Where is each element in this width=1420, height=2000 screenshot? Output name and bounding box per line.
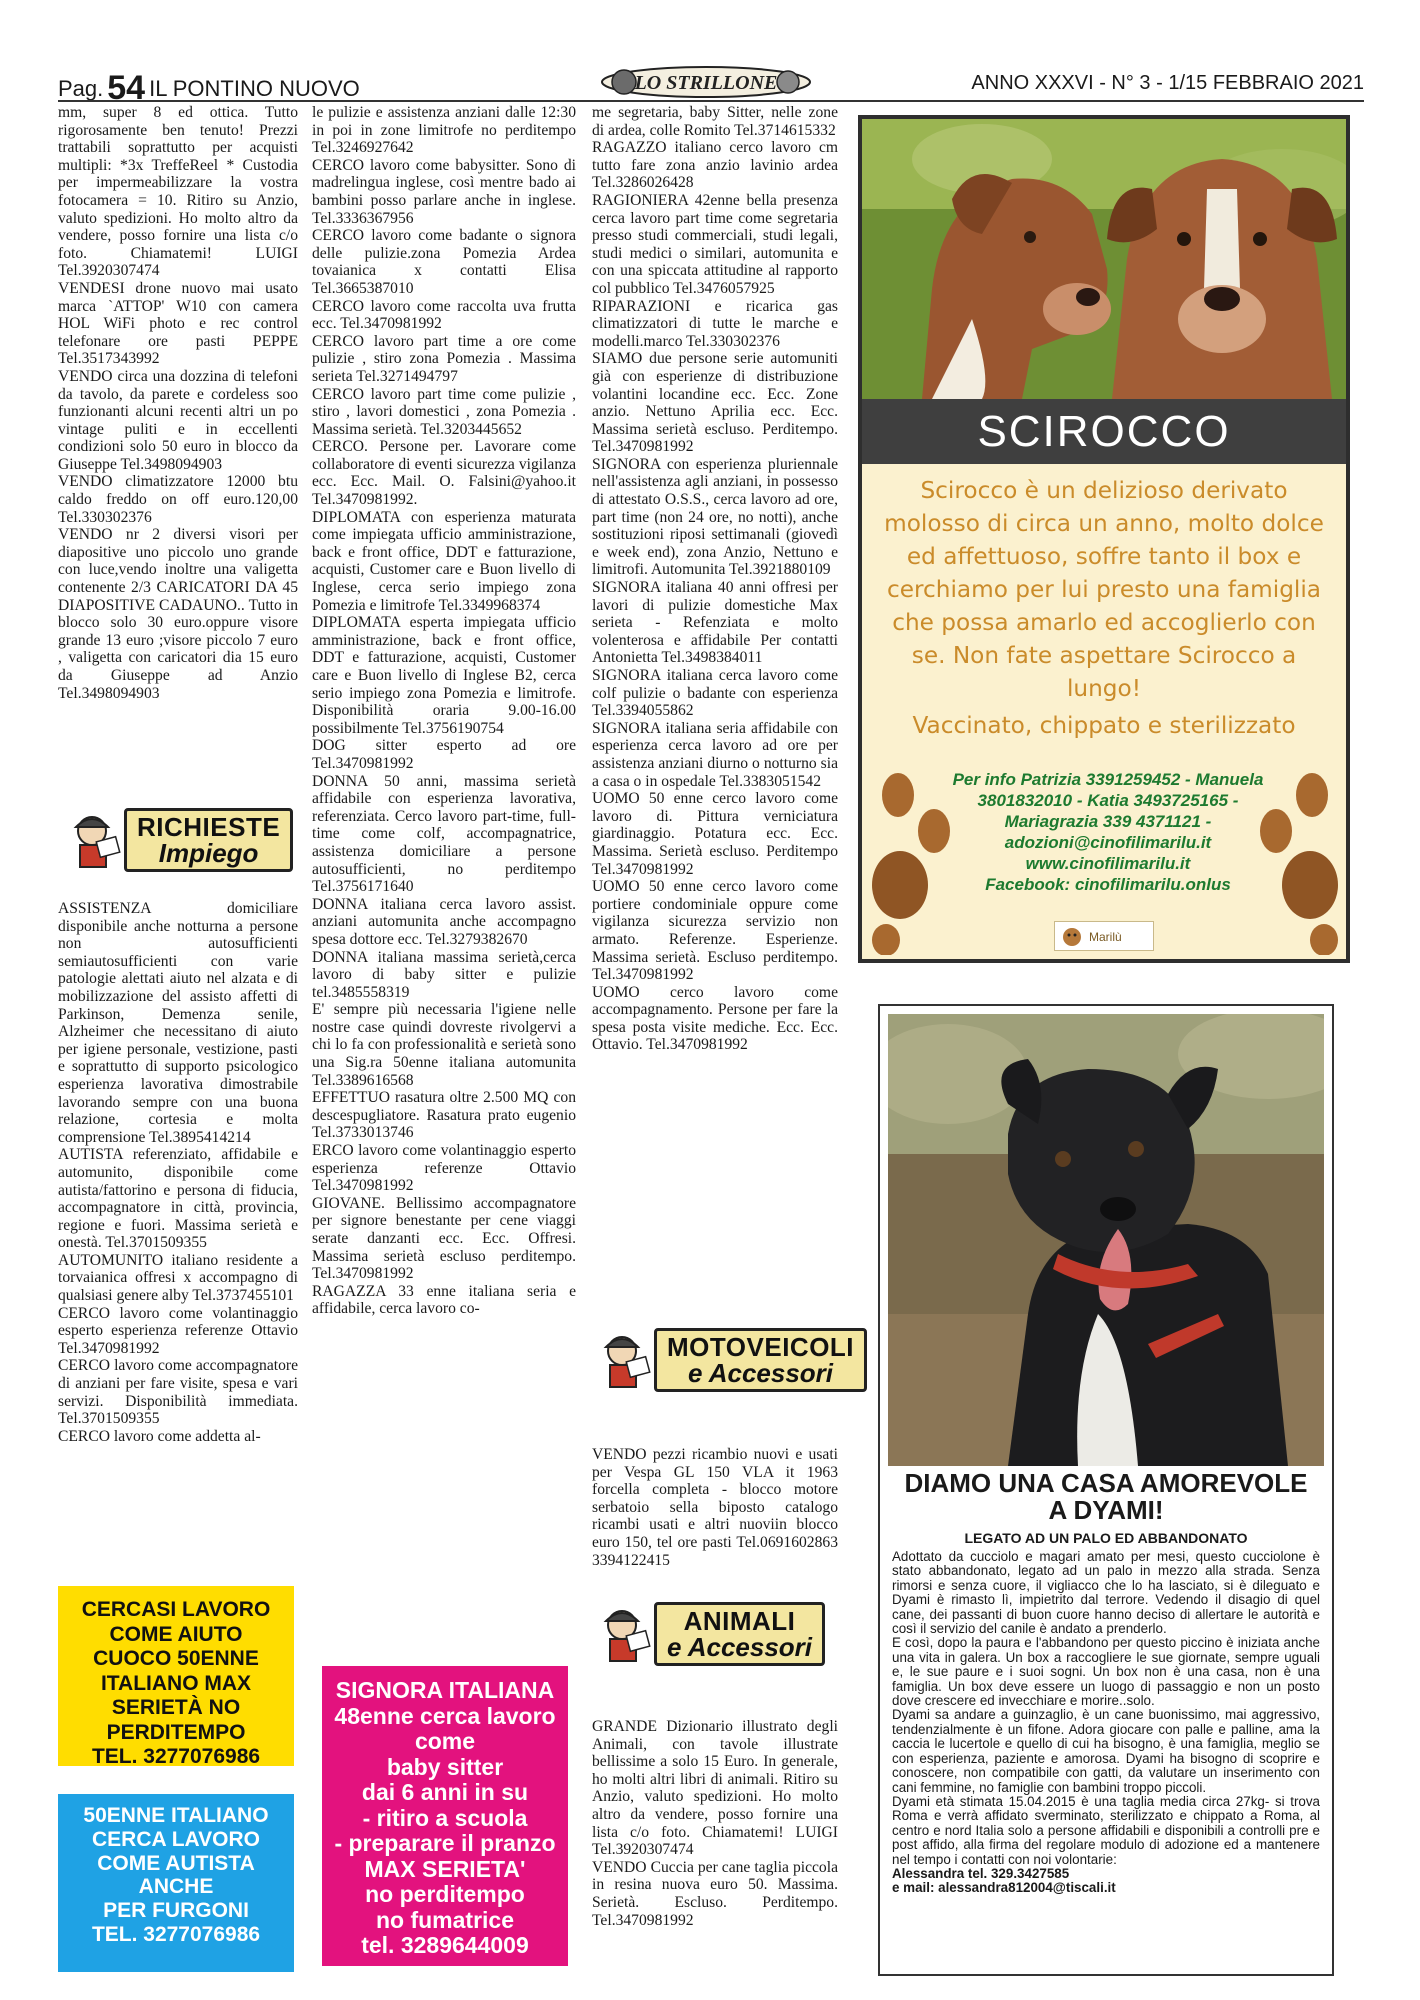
dyami-paragraph: Dyami sa andare a guinzaglio, è un cane buonissimo, mai aggressivo, tendenzialmente è un fifone. Adora giocare con palle e palline, ama la caccia le lucertole e quello di cui ha bisogno, è una famiglia, meglio se con esperienza, paziente e amorosa. Dyami ha bisogno di scoprire e conoscere, non compatibile con gatti, da valutare un inserimento con cani femmine, no famiglie con bambini troppo piccoli. [892, 1707, 1320, 1795]
section-header-richieste-impiego [62, 808, 293, 872]
header-rule [58, 100, 1364, 102]
ad-text: ERCO lavoro come volantinaggio esperto esperienza referenze Ottavio Tel.3470981992 [312, 1142, 576, 1195]
section-subtitle: e Accessori [667, 1632, 813, 1662]
ad-text: SIGNORA italiana seria affidabile con esperienza cerca lavoro ad ore per assistenza anziani diurno o notturno sia a casa o in ospedale Tel.3383051542 [592, 719, 838, 790]
scirocco-name-bar: SCIROCCO [862, 399, 1346, 464]
scirocco-dog-photo [862, 119, 1346, 399]
ad-text: GIOVANE. Bellissimo accompagnatore per signore benestante per cene viaggi serate danzanti ecc. Ecc. Offresi. Massima serietà escluso perditempo. Tel.3470981992 [312, 1194, 576, 1283]
yellow-ad-box [58, 1586, 294, 1766]
column-c-animali [592, 1718, 838, 1929]
ad-text: ASSISTENZA domiciliare disponibile anche notturna a persone non autosufficienti semiautosufficienti con varie patologie alettati aiuto nel alzata e di mobilizzazione del assisto affetti di Parkinson, Demenza senile, Alzheimer che necessitano di aiuto per igiene personale, vestizione, pasti e soprattutto di supporto psicologico esperienza lavorativa dimostrabile lavorando sempre con una buona relazione, cortesia e molta comprensione Tel.3895414214 [58, 900, 298, 1146]
section-title: ANIMALI [683, 1606, 796, 1636]
section-badge [124, 808, 293, 872]
dyami-body [892, 1550, 1320, 1896]
dyami-contact-email: e mail: alessandra812004@tiscali.it [892, 1880, 1116, 1896]
blue-ad-box [58, 1794, 294, 1972]
ad-text: RAGIONIERA 42enne bella presenza cerca lavoro part time come segretaria presso studi commerciali, studi legali, studi medici o similari, automunita e con una spiccata attitudine al rapporto col pubblico Tel.3476057925 [592, 191, 838, 297]
box-line: 50ENNE ITALIANO [83, 1804, 269, 1827]
box-line: TEL. 3277076986 [91, 1922, 261, 1946]
box-line: CERCA LAVORO [92, 1827, 260, 1851]
contact-line: 3801832010 - Katia 3493725165 - [977, 791, 1239, 810]
dyami-title-line: A DYAMI! [1048, 1495, 1164, 1525]
dyami-paragraph: Dyami età stimata 15.04.2015 è una taglia media circa 27kg- si trova Roma e verrà affidato sverminato, sterilizzato e chippato a Roma, al centro e nord Italia solo a persone affidabili e disponibili a controlli pre e post affido, alla firma del regolare modulo di adozione ed a mantenere nel tempo i contatti con noi volontarie: [892, 1793, 1320, 1867]
ad-text: AUTISTA referenziato, affidabile e automunito, disponibile come autista/fattorino e persona di fiducia, accompagnatore in città, provincia, regione e fuori. Massima serietà e onestà. Tel.3701509355 [58, 1146, 298, 1252]
ad-text: DONNA 50 anni, massima serietà affidabile con esperienza lavorativa, referenziata. Cerco lavoro part-time, full-time come colf, accompagnatrice, assistenza domiciliare a persone autosufficienti, no perditempo Tel.3756171640 [312, 772, 576, 896]
box-line: PERDITEMPO [106, 1720, 246, 1744]
ad-text: VENDO nr 2 diversi visori per diapositive uno piccolo uno grande con luce,vendo inoltre una valigetta contenente 2/3 CARICATORI DA 45 DIAPOSITIVE CADAUNO.. Tutto in blocco solo 30 euro.oppure visore grande 13 euro ;visore piccolo 7 euro , valigetta con caricatori dia 15 euro da Giuseppe ad Anzio Tel.3498094903 [58, 526, 298, 702]
dyami-contact-phone: Alessandra tel. 329.3427585 [892, 1865, 1070, 1881]
dyami-paragraph: E così, dopo la paura e l'abbandono per questo piccino è iniziata anche una vita in galera. Un box a raccogliere le sue giornate, sempre uguali e, le sue paure e i suoi sogni. Un box non è una casa, non è una famiglia. Un box deve essere un luogo di passaggio e non un posto dove crescere ed invecchiare e morire..solo. [892, 1635, 1320, 1709]
dyami-subtitle: LEGATO AD UN PALO ED ABBANDONATO [964, 1530, 1248, 1546]
ad-text: CERCO lavoro come accompagnatore di anziani per fare visite, spesa e vari servizi. Disponibilità immediata. Tel.3701509355 [58, 1357, 298, 1428]
contact-line: Per info Patrizia 3391259452 - Manuela [952, 770, 1264, 789]
marilu-logo-text: Marilù [1089, 930, 1122, 944]
box-line: SERIETÀ NO [111, 1696, 241, 1719]
box-line: SIGNORA ITALIANA [335, 1677, 555, 1703]
scirocco-adoption-ad [858, 115, 1350, 963]
ad-text: DIPLOMATA esperta impiegata ufficio amministrazione, back e front office, DDT e fatturazione, acquisti, Customer care e Buon livello di Inglese B2, cerca serio impiego zona Pomezia e limitrofe. Disponibilità oraria 9.00-16.00 possibilmente Tel.3756190754 [312, 614, 576, 737]
box-line: MAX SERIETA' [364, 1855, 526, 1882]
ad-text: EFFETTUO rasatura oltre 2.500 MQ con descespugliatore. Rasatura prato eugenio Tel.3733013746 [312, 1089, 576, 1142]
ad-text: SIGNORA italiana cerca lavoro come colf pulizie o badante con esperienza Tel.3394055862 [592, 667, 838, 720]
box-line: baby sitter [386, 1753, 504, 1780]
ad-text: RAGAZZA 33 enne italiana seria e affidabile, cerca lavoro co- [312, 1282, 576, 1318]
section-badge [654, 1602, 825, 1666]
section-title: RICHIESTE [137, 812, 281, 842]
box-line: 48enne cerca lavoro [334, 1702, 556, 1729]
ad-text: CERCO lavoro come addetta al- [58, 1427, 261, 1445]
paper-name: IL PONTINO NUOVO [149, 76, 360, 101]
ad-text: E' sempre più necessaria l'igiene nelle nostre case quindi dovreste rivolgervi a chi lo fa con professionalità e serietà sono una Sig.ra 50enne italiana automunita Tel.3389616568 [312, 1001, 576, 1089]
contact-facebook: Facebook: cinofilimarilu.onlus [985, 875, 1231, 894]
section-header-motoveicoli [592, 1328, 867, 1392]
ad-text: me segretaria, baby Sitter, nelle zone di ardea, colle Romito Tel.3714615332 [592, 104, 838, 139]
section-badge [654, 1328, 867, 1392]
column-c-motoveicoli [592, 1446, 838, 1569]
ad-text: SIGNORA con esperienza pluriennale nell'assistenza agli anziani, in possesso di attestato O.S.S., cerca lavoro ad ore, part time (non 24 ore, no notti), anche sostituzioni riposi settimanali (giovedì e week end), zona Anzio, Nettuno e limitrofi. Automunita Tel.3921880109 [592, 455, 838, 579]
scirocco-status: Vaccinato, chippato e sterilizzato [912, 712, 1296, 739]
box-line: TEL. 3277076986 [91, 1745, 261, 1768]
page-number: 54 [107, 69, 146, 107]
column-a-ads [58, 104, 298, 702]
ad-text: DOG sitter esperto ad ore Tel.3470981992 [312, 737, 576, 772]
ad-text: GRANDE Dizionario illustrato degli Animali, con tavole illustrate bellissime a solo 15 Euro. In generale, ho molti altri libri di animali. Ritiro su Anzio, valuto spedizioni. Ho molto altro da vendere, posso fornire una lista c/o foto. Chiamatemi! LUIGI Tel.3920307474 [592, 1718, 838, 1859]
ad-text: AUTOMUNITO italiano residente a torvaianica offresi x accompagno di qualsiasi genere alby Tel.3737455101 [58, 1251, 298, 1305]
newsboy-mascot-icon [592, 1603, 654, 1665]
ad-text: VENDO Cuccia per cane taglia piccola in resina nuova euro 50. Massima. Serietà. Escluso. Perditempo. Tel.3470981992 [592, 1858, 838, 1929]
box-line: - ritiro a scuola [362, 1804, 528, 1831]
ad-text: CERCO lavoro come babysitter. Sono di madrelingua inglese, così mentre bado ai bambini posso parlare anche in inglese. Tel.3336367956 [312, 156, 576, 227]
box-line: CERCASI LAVORO [81, 1598, 271, 1621]
ad-text: CERCO lavoro come raccolta uva frutta ecc. Tel.3470981992 [312, 297, 576, 333]
scirocco-description [878, 474, 1330, 742]
box-line: no fumatrice [375, 1906, 515, 1933]
page-header [58, 62, 1364, 107]
column-a-richieste [58, 900, 298, 1445]
marilu-logo [1054, 921, 1154, 951]
ad-text: UOMO 50 enne cerco lavoro come portiere condominiale oppure come vigilanza sicurezza servizio non armato. Referenze. Esperienze. Massima serietà. Escluso perditempo. Tel.3470981992 [592, 878, 838, 984]
section-title: MOTOVEICOLI [667, 1332, 855, 1362]
box-line: ANCHE [138, 1875, 214, 1899]
ad-text: VENDO circa una dozzina di telefoni da tavolo, da parete e cordeless soo funzionanti alcuni recenti altri un po vintage puliti e in eccellenti condizioni solo 50 euro in blocco da Giuseppe Tel.3498094903 [58, 367, 298, 473]
column-c-ads [592, 104, 838, 1054]
ad-text: VENDESI drone nuovo mai usato marca `ATTOP' W10 con camera HOL WiFi photo e rec control telefonare ore pasti PEPPE Tel.3517343992 [58, 279, 298, 368]
dyami-paragraph: Adottato da cucciolo e magari amato per mesi, questo cucciolone è stato abbandonato, legato ad un palo in mezzo alla strada. Senza rimorsi e senza cuore, il vigliacco che lo ha lasciato, si è dileguato e Dyami è rimasto lì, impietrito dal terrore. Vedendo il disagio di quel cane, dei passanti di buon cuore hanno deciso di allertare le autorità e così il servizio del canile è andato a prenderlo. [892, 1549, 1320, 1637]
box-line: come [414, 1728, 476, 1754]
ad-text: UOMO cerco lavoro come accompagnamento. Persone per fare la spesa posta visite mediche. Ecc. Ecc. Ottavio. Tel.3470981992 [592, 983, 838, 1054]
ad-text: mm, super 8 ed ottica. Tutto rigorosamente ben tenuto! Prezzi trattabili soprattutto per acquisti multipli: *3x TreffeReel * Custodia per impermeabilizzare la vostra fotocamera = 10. Ritiro su Anzio, valuto spedizioni. Ho molto altro da vendere, posso fornire una lista c/o foto. Chiamatemi! LUIGI Tel.3920307474 [58, 104, 298, 280]
dog-logo-icon [1061, 926, 1083, 948]
ad-text: DIPLOMATA con esperienza maturata come impiegata ufficio amministrazione, back e front office, DDT e fatturazione, acquisti, Customer care e Buon livello di Inglese, cerca serio impiego zona Pomezia e limitrofe Tel.3349968374 [312, 508, 576, 614]
ad-text: CERCO lavoro part time come pulizie , stiro , lavori domestici , zona Pomezia . Massima serietà. Tel.3203445652 [312, 385, 576, 438]
box-line: tel. 3289644009 [361, 1932, 529, 1958]
contact-website: www.cinofilimarilu.it [1025, 854, 1191, 873]
ad-text: DONNA italiana cerca lavoro assist. anziani automunita anche accompagno spesa dottore ecc. Tel.3279382670 [312, 895, 576, 948]
ad-text: SIGNORA italiana 40 anni offresi per lavori di pulizie domestiche Max serieta - Refenziata e molto volenterosa e affidabile Per contatti Antonietta Tel.3498384011 [592, 579, 838, 667]
dyami-adoption-ad [878, 1004, 1334, 1976]
dyami-dog-photo [888, 1014, 1324, 1466]
box-line: CUOCO 50ENNE [93, 1647, 259, 1670]
ad-text: CERCO lavoro come volantinaggio esperto esperienza referenze Ottavio Tel.3470981992 [58, 1304, 298, 1357]
ad-text: RAGAZZO italiano cerco lavoro cm tutto fare zona anzio lavinio ardea Tel.3286026428 [592, 139, 838, 192]
ad-text: DONNA italiana massima serietà,cerca lavoro di baby sitter e pulizie tel.3485558319 [312, 948, 576, 1001]
section-header-animali [592, 1602, 825, 1666]
lo-strillone-logo [598, 62, 814, 102]
section-subtitle: Impiego [158, 838, 259, 868]
ad-text: RIPARAZIONI e ricarica gas climatizzatori di tutte le marche e modelli.marco Tel.330302376 [592, 297, 838, 350]
scirocco-contact-info [948, 769, 1268, 895]
column-b-ads [312, 104, 576, 1318]
box-line: dai 6 anni in su [361, 1779, 529, 1805]
box-line: ITALIANO MAX [100, 1671, 252, 1695]
ad-text: UOMO 50 enne cerco lavoro come lavoro di. Pittura verniciatura giardinaggio. Potatura ecc. Ecc. Massima. Serietà escluso. Perditempo Tel.3470981992 [592, 790, 838, 878]
box-line: - preparare il pranzo [334, 1830, 556, 1856]
box-line: COME AIUTO [109, 1622, 243, 1646]
issue-info: ANNO XXXVI - N° 3 - 1/15 FEBBRAIO 2021 [971, 72, 1364, 94]
section-subtitle: e Accessori [688, 1358, 834, 1388]
ad-text: CERCO lavoro part time a ore come pulizie , stiro zona Pomezia . Massima serieta Tel.3271494797 [312, 332, 576, 385]
ad-text: VENDO pezzi ricambio nuovi e usati per Vespa GL 150 VLA it 1963 forcella completa - blocco motore serbatoio sella biposto catalogo ricambi usati e altri nuoviin blocco euro 150, tel ore pasti Tel.0691602863 3394122415 [592, 1446, 838, 1569]
newsboy-mascot-icon [62, 809, 124, 871]
contact-line: Mariagrazia 339 4371121 - [1004, 812, 1212, 831]
box-line: COME AUTISTA [97, 1851, 255, 1875]
newsboy-mascot-icon [592, 1329, 654, 1391]
box-line: PER FURGONI [103, 1899, 249, 1923]
dyami-title-line: DIAMO UNA CASA AMOREVOLE [904, 1468, 1308, 1498]
logo-text: LO STRILLONE [634, 72, 778, 94]
box-line: no perditempo [365, 1881, 525, 1907]
scirocco-description-text: Scirocco è un delizioso derivato molosso di circa un anno, molto dolce ed affettuoso, soffre tanto il box e cerchiamo per lui presto una famiglia che possa amarlo ed accoglierlo con se. Non fate aspettare Scirocco a lungo! [884, 477, 1324, 702]
ad-text: CERCO lavoro come badante o signora delle pulizie.zona Pomezia Ardea tovaianica x contatti Elisa Tel.3665387010 [312, 227, 576, 297]
ad-text: SIAMO due persone serie automuniti già con esperienze di distribuzione volantini locandine ecc. Ecc. Zone anzio. Nettuno Aprilia ecc. Ecc. Massima serietà escluso. Perditempo. Tel.3470981992 [592, 350, 838, 456]
page-prefix: Pag. [58, 76, 104, 101]
ad-text: VENDO climatizzatore 12000 btu caldo freddo on off euro.120,00 Tel.330302376 [58, 473, 298, 526]
contact-email: adozioni@cinofilimarilu.it [1004, 833, 1212, 852]
dyami-title [880, 1470, 1332, 1524]
magenta-ad-box [322, 1666, 568, 1966]
ad-text: le pulizie e assistenza anziani dalle 12:30 in poi in zone limitrofe no perditempo Tel.3246927642 [312, 104, 576, 157]
ad-text: CERCO. Persone per. Lavorare come collaboratore di eventi sicurezza vigilanza ecc. Ecc. Mail. O. Falsini@yahoo.it Tel.3470981992. [312, 438, 576, 509]
